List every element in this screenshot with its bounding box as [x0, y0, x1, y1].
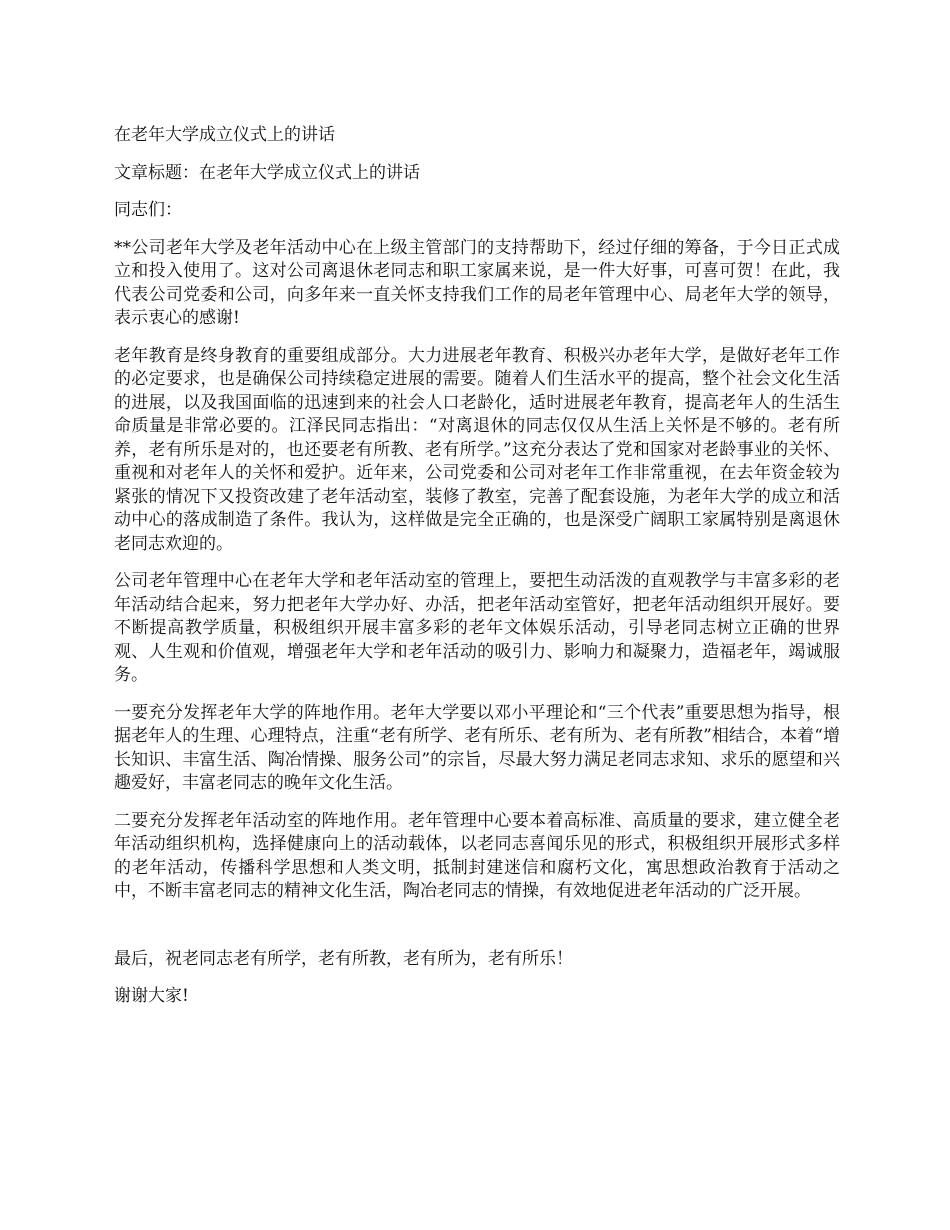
article-title-line: 文章标题：在老年大学成立仪式上的讲话 [114, 162, 420, 183]
paragraph-2: 老年教育是终身教育的重要组成部分。大力进展老年教育、积极兴办老年大学，是做好老年工作的必定要求，也是确保公司持续稳定进展的需要。随着人们生活水平的提高，整个社会文化生活的进展，以及我国面临的迅速到来的社会人口老龄化，适时进展老年教育，提高老年人的生活生命质量是非常必要的。江泽民同志指出：“对离退休的同志仅仅从生活上关怀是不够的。老有所养，老有所乐是对的，也还要老有所教、老有所学。”这充分表达了党和国家对老龄事业的关怀、重视和对老年人的关怀和爱护。近年来，公司党委和公司对老年工作非常重视，在去年资金较为紧张的情况下又投资改建了老年活动室，装修了教室，完善了配套设施，为老年大学的成立和活动中心的落成制造了条件。我认为，这样做是完全正确的，也是深受广阔职工家属特别是离退休老同志欢迎的。 [114, 345, 840, 554]
paragraph-5: 二要充分发挥老年活动室的阵地作用。老年管理中心要本着高标准、高质量的要求，建立健全老年活动组织机构，选择健康向上的活动载体，以老同志喜闻乐见的形式，积极组织开展形式多样的老年活动，传播科学思想和人类文明，抵制封建迷信和腐朽文化，寓思想政治教育于活动之中，不断丰富老同志的精神文化生活，陶冶老同志的情操，有效地促进老年活动的广泛开展。 [114, 810, 840, 901]
salutation: 同志们： [114, 200, 182, 220]
blank-spacer [114, 918, 840, 948]
paragraph-3: 公司老年管理中心在老年大学和老年活动室的管理上，要把生动活泼的直观教学与丰富多彩的老年活动结合起来，努力把老年大学办好、办活，把老年活动室管好，把老年活动组织开展好。要不断提高教学质量，积极组织开展丰富多彩的老年文体娱乐活动，引导老同志树立正确的世界观、人生观和价值观，增强老年大学和老年活动的吸引力、影响力和凝聚力，造福老年，竭诚服务。 [114, 571, 840, 685]
paragraph-4: 一要充分发挥老年大学的阵地作用。老年大学要以邓小平理论和“三个代表”重要思想为指导，根据老年人的生理、心理特点，注重“老有所学、老有所乐、老有所为、老有所教”相结合，本着“增长知识、丰富生活、陶冶情操、服务公司”的宗旨，尽最大努力满足老同志求知、求乐的愿望和兴趣爱好，丰富老同志的晚年文化生活。 [114, 702, 840, 793]
document-page [114, 124, 840, 1023]
closing-wish: 最后，祝老同志老有所学，老有所教，老有所为，老有所乐！ [114, 948, 573, 969]
paragraph-1: **公司老年大学及老年活动中心在上级主管部门的支持帮助下，经过仔细的筹备，于今日正式成立和投入使用了。这对公司离退休老同志和职工家属来说，是一件大好事，可喜可贺！在此，我代表公司党委和公司，向多年来一直关怀支持我们工作的局老年管理中心、局老年大学的领导，表示衷心的感谢! [114, 237, 840, 328]
document-title: 在老年大学成立仪式上的讲话 [114, 125, 335, 145]
thanks-line: 谢谢大家! [114, 986, 189, 1006]
